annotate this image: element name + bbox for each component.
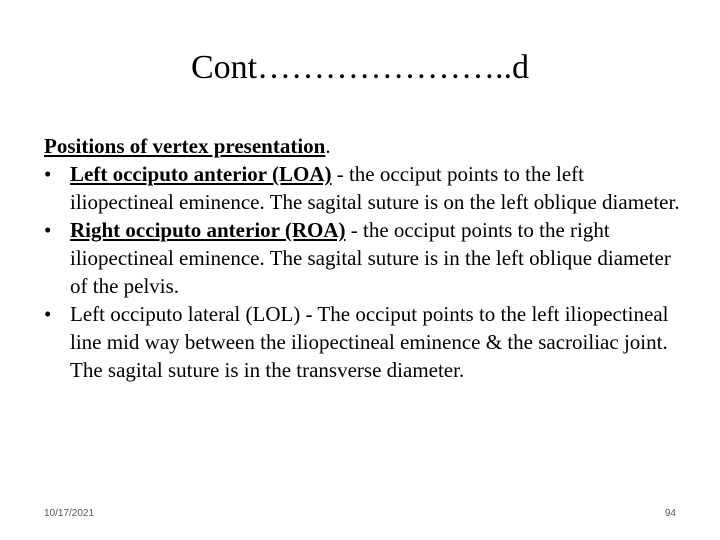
bullet-symbol: • (44, 162, 52, 186)
slide-content (44, 132, 684, 384)
bullet-description: - the occiput points to the right iliopectineal eminence. The sagital suture is in the left oblique diameter of the pelvis. (70, 218, 671, 298)
footer-page-number: 94 (664, 508, 676, 519)
section-heading-suffix: . (325, 134, 331, 158)
bullet-term: Right occiputo anterior (ROA) (70, 218, 346, 242)
section-heading (44, 132, 684, 160)
list-item (44, 216, 684, 300)
bullet-description: - the occiput points to the left iliopectineal eminence. The sagital suture is on the left oblique diameter. (70, 162, 680, 214)
list-item (44, 300, 684, 384)
footer-date: 10/17/2021 (44, 508, 95, 519)
section-heading-text: Positions of vertex presentation (44, 134, 326, 158)
bullet-term: Left occiputo anterior (LOA) (70, 162, 332, 186)
bullet-list (44, 160, 684, 384)
bullet-symbol: • (44, 302, 52, 326)
bullet-symbol: • (44, 218, 52, 242)
list-item (44, 160, 684, 216)
slide-title: Cont…………………..d (190, 49, 530, 86)
bullet-description: Left occiputo lateral (LOL) - The occiput points to the left iliopectineal line mid way between the iliopectineal eminence & the sacroiliac joint. The sagital suture is in the transverse diameter. (70, 302, 669, 382)
